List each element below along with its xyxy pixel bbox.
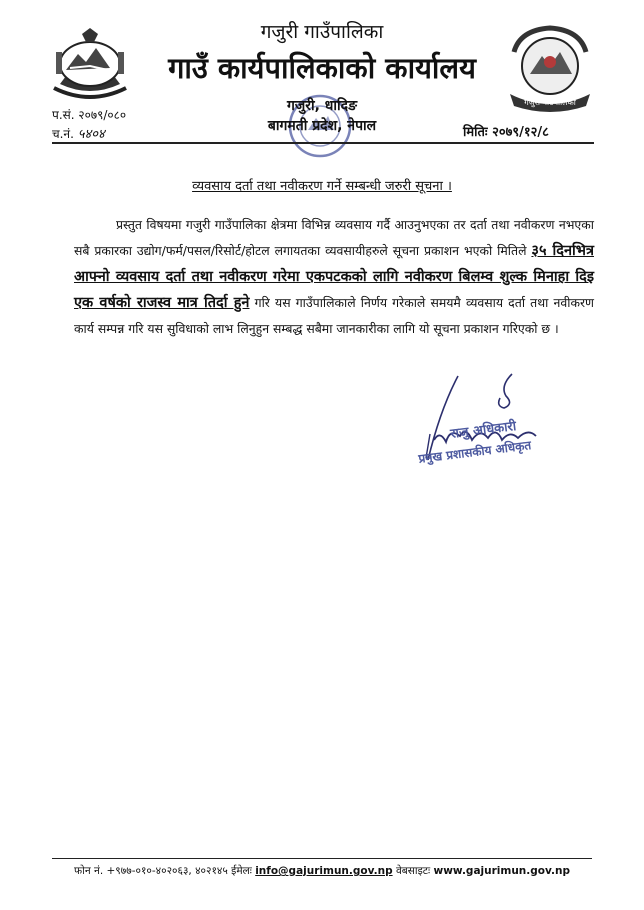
signer-name: राजु अधिकारी <box>449 419 518 442</box>
org-name: गजुरी गाउँपालिका <box>260 21 384 43</box>
municipality-logo-text: गजुरी गाउँपालिका <box>524 98 576 107</box>
header-divider <box>52 142 594 144</box>
footer-website-label: वेबसाइटः <box>395 865 431 877</box>
letter-date: मितिः २०७९/१२/८ <box>463 125 549 140</box>
notice-body-part1: प्रस्तुत विषयमा गजुरी गाउँपालिका क्षेत्रमा विभिन्न व्यवसाय गर्दै आउनुभएका तर दर्ता तथा नवीकरण नभएका सबै प्रकारका उद्योग/फर्म/पसल/रिसोर्ट/होटल लगायतका व्यवसायीहरुले सूचना प्रकाशन भएको मितिले <box>74 217 594 258</box>
chalani-number: ५४०४ <box>77 127 105 142</box>
footer-contact <box>0 864 644 878</box>
footer-website-link[interactable]: www.gajurimun.gov.np <box>433 865 570 877</box>
notice-body-highlight: ३५ दिनभित्र आफ्नो व्यवसाय दर्ता तथा नवीकरण गरेमा एकपटकको लागि नवीकरण बिलम्व शुल्क मिनाहा दिइ एक वर्षको राजस्व मात्र तिर्दा हुने <box>74 243 594 311</box>
chalani-label: च.नं. <box>52 127 74 141</box>
notice-body <box>74 212 594 342</box>
chalani-ref <box>52 124 105 142</box>
footer-divider <box>52 858 592 859</box>
footer-phone: फोन नं. +९७७-०१०-४०२०६३, ४०२१४५ ईमेलः <box>74 865 252 877</box>
address-line1: गजुरी, धादिङ <box>286 98 358 114</box>
notice-subject: व्यवसाय दर्ता तथा नवीकरण गर्ने सम्बन्धी जरुरी सूचना । <box>192 179 452 194</box>
footer-email-link[interactable]: info@gajurimun.gov.np <box>255 865 393 877</box>
office-name: गाउँ कार्यपालिकाको कार्यालय <box>168 51 476 85</box>
address-line2: बागमती प्रदेश, नेपाल <box>267 118 377 134</box>
fiscal-year: प.सं. २०७९/०८० <box>52 108 127 122</box>
signer-title: प्रमुख प्रशासकीय अधिकृत <box>417 438 532 466</box>
notice-body-part2: गरि यस गाउँपालिकाले निर्णय गरेकाले समयमै व्यवसाय दर्ता तथा नवीकरण कार्य सम्पन्न गरि यस सुविधाको लाभ लिनुहुन सम्बद्ध सबैमा जानकारीका लागि यो सूचना प्रकाशन गरिएको छ । <box>74 295 594 336</box>
